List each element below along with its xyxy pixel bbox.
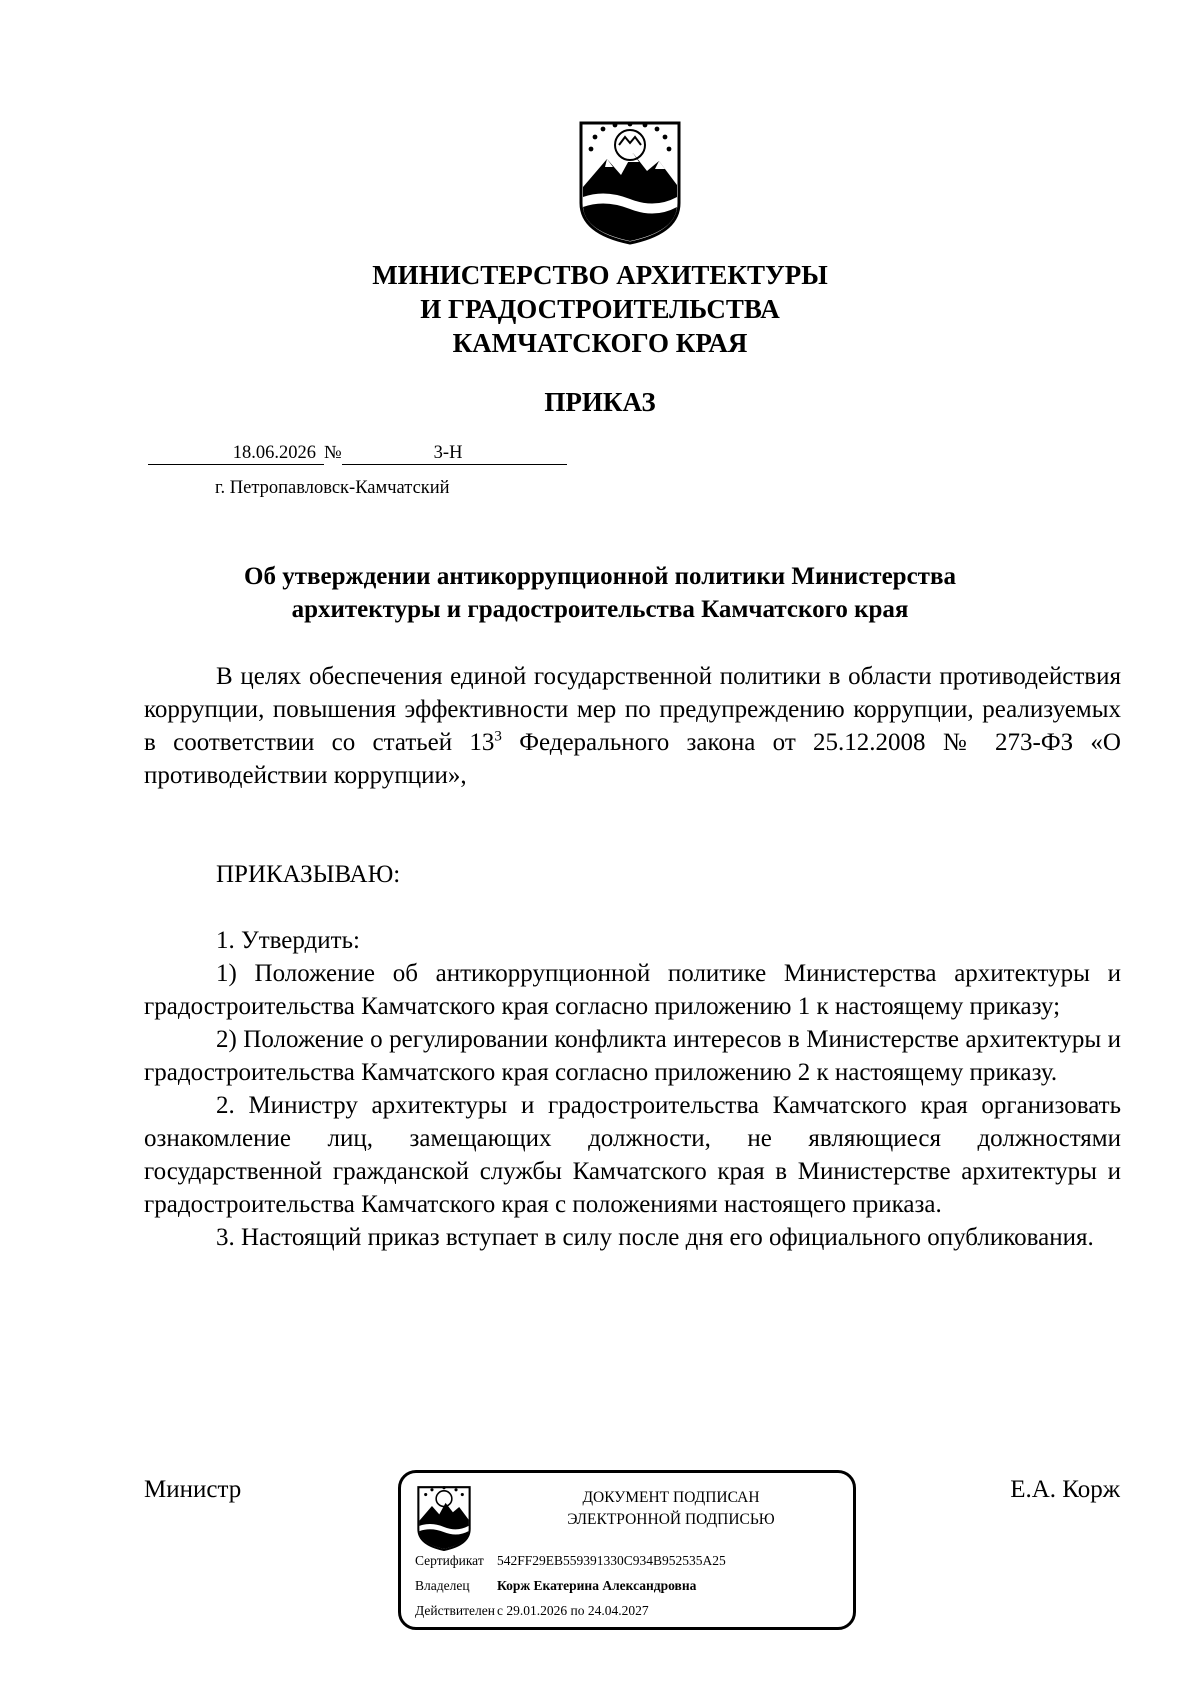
stamp-emblem-icon [415, 1483, 473, 1551]
stamp-title-line-1: ДОКУМЕНТ ПОДПИСАН [582, 1489, 760, 1506]
org-line-2: И ГРАДОСТРОИТЕЛЬСТВА [420, 294, 780, 324]
document-city: г. Петропавловск-Камчатский [215, 478, 450, 498]
certificate-value: 542FF29EB559391330C934B952535A25 [497, 1553, 726, 1568]
certificate-label: Сертификат [415, 1553, 484, 1568]
article-superscript: 3 [494, 728, 502, 745]
stamp-title [511, 1487, 831, 1531]
organization-name [0, 258, 1200, 360]
owner-value: Корж Екатерина Александровна [497, 1578, 697, 1593]
item-1: 1. Утвердить: [216, 927, 360, 954]
document-type: ПРИКАЗ [544, 387, 656, 417]
preamble-text: В целях обеспечения единой государственной политики в области противодействия коррупции, повышения эффективности мер по предупреждению коррупции, реализуемых в соответствии со статьей 13 [144, 663, 1121, 756]
title-line-2: архитектуры и градостроительства Камчатского края [291, 596, 909, 623]
validity-value: с 29.01.2026 по 24.04.2027 [497, 1603, 649, 1618]
document-number: 3-Н [342, 443, 567, 465]
title-line-1: Об утверждении антикоррупционной политики Министерства [244, 563, 956, 590]
stamp-title-line-2: ЭЛЕКТРОННОЙ ПОДПИСЬЮ [567, 1511, 775, 1528]
stamp-certificate-row [415, 1553, 726, 1569]
item-1-2: 2) Положение о регулировании конфликта интересов в Министерстве архитектуры и градостроительства Камчатского края согласно приложению 2 к настоящему приказу. [144, 1026, 1121, 1086]
item-2: 2. Министру архитектуры и градостроительства Камчатского края организовать ознакомление лиц, замещающих должности, не являющиеся должностями государственной гражданской службы Камчатского края в Министерстве архитектуры и градостроительства Камчатского края с положениями настоящего приказа. [144, 1092, 1121, 1218]
validity-label: Действителен [415, 1603, 495, 1618]
stamp-owner-row [415, 1578, 696, 1594]
signer-position: Министр [144, 1476, 242, 1503]
document-date: 18.06.2026 [148, 443, 324, 465]
item-3: 3. Настоящий приказ вступает в силу после дня его официального опубликования. [216, 1224, 1094, 1251]
order-word: ПРИКАЗЫВАЮ: [216, 861, 401, 888]
number-sign: № [324, 443, 342, 463]
signer-name: Е.А. Корж [1010, 1476, 1120, 1503]
document-title [0, 560, 1200, 626]
document-meta [148, 443, 567, 465]
electronic-signature-stamp [398, 1470, 856, 1630]
item-1-1: 1) Положение об антикоррупционной политике Министерства архитектуры и градостроительства Камчатского края согласно приложению 1 к настоящему приказу; [144, 960, 1121, 1020]
preamble-text-end: Федерального закона от 25.12.2008 № 273-ФЗ «О противодействии коррупции», [144, 729, 1121, 789]
owner-label: Владелец [415, 1578, 470, 1593]
document-body [144, 660, 1121, 1254]
org-line-1: МИНИСТЕРСТВО АРХИТЕКТУРЫ [372, 260, 828, 290]
stamp-validity-row [415, 1603, 649, 1619]
org-line-3: КАМЧАТСКОГО КРАЯ [452, 328, 748, 358]
preamble-paragraph [144, 660, 1121, 792]
coat-of-arms-icon [575, 115, 685, 245]
